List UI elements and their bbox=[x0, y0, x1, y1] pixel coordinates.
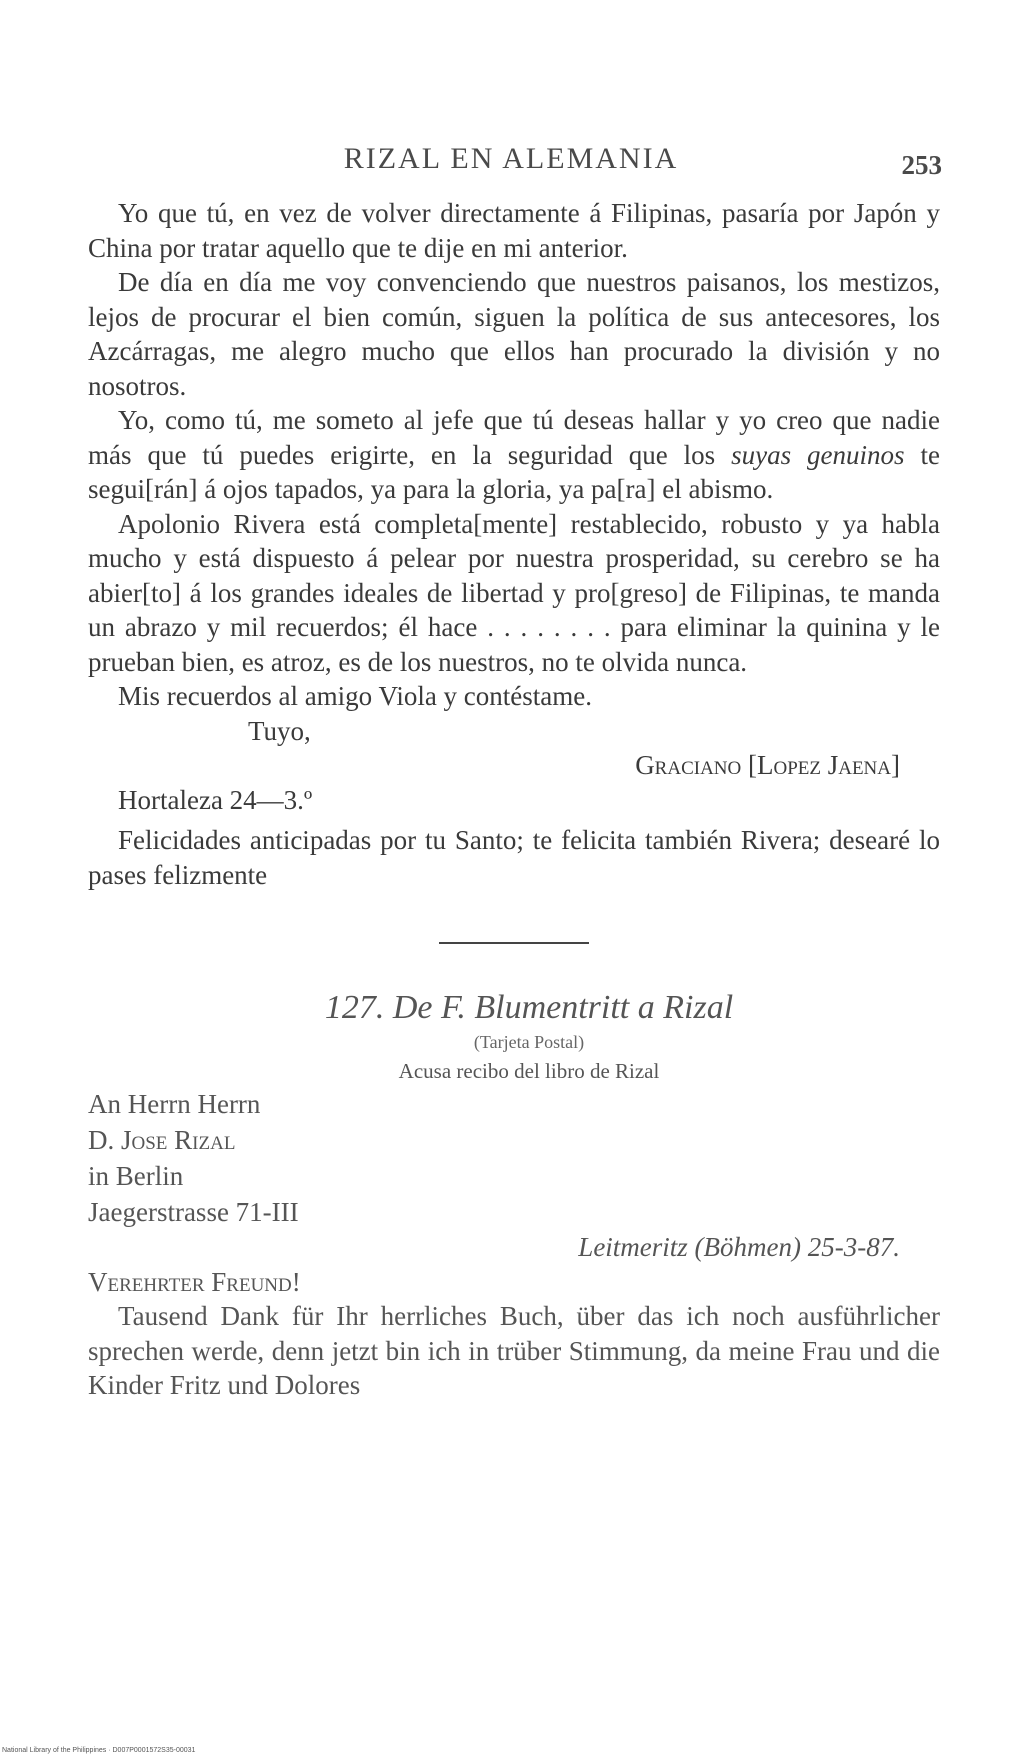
paragraph-5: Mis recuerdos al amigo Viola y contéstame. bbox=[118, 681, 593, 711]
paragraph-2: De día en día me voy convenciendo que nuestros paisanos, los mestizos, lejos de procurar el bien común, siguen la política de sus antecesores, los Azcárragas, me alegro mucho que ellos han procurado la división y no nosotros. bbox=[88, 267, 940, 401]
signature: Graciano [Lopez Jaena] bbox=[635, 750, 900, 780]
paragraph-3-part-1: Yo, como tú, me someto al jefe que tú deseas hallar y yo creo que nadie más que tú puedes erigirte, en la seguridad que los bbox=[88, 405, 940, 470]
recipient-address-line: D. Jose Rizal bbox=[88, 1125, 236, 1155]
letter-type: (Tarjeta Postal) bbox=[473, 1032, 585, 1052]
paragraph-4: Apolonio Rivera está completa[mente] restablecido, robusto y ya habla mucho y está dispuesto á pelear por nuestra prosperidad, su cerebro se ha abier[to] á los grandes ideales de libertad y pro[greso] de Filipinas, te manda un abrazo y mil recuerdos; él hace . . . . . . . . para eliminar la quinina y le prueban bien, es atroz, es de los nuestros, no te olvida nunca. bbox=[88, 508, 940, 677]
closing: Tuyo, bbox=[248, 715, 311, 746]
page-number: 253 bbox=[901, 150, 942, 180]
recipient-address-line: An Herrn Herrn bbox=[88, 1089, 261, 1119]
paragraph-3-part-2: te segui[rán] á ojos tapados, ya para la gloria, ya pa[ra] el abismo. bbox=[88, 439, 940, 504]
recipient-address-line: Jaegerstrasse 71-III bbox=[88, 1197, 299, 1227]
paragraph-3 bbox=[88, 403, 940, 507]
letter-summary: Acusa recibo del libro de Rizal bbox=[398, 1059, 660, 1083]
paragraph-3-italic: suyas genuinos bbox=[731, 439, 905, 470]
recipient-address-line: in Berlin bbox=[88, 1161, 184, 1191]
postscript: Felicidades anticipadas por tu Santo; te felicita también Rivera; desearé lo pases felizmente bbox=[88, 825, 940, 890]
sender-address: Hortaleza 24—3.º bbox=[118, 784, 313, 815]
section-divider bbox=[439, 942, 589, 944]
page-header bbox=[0, 140, 1022, 180]
place-date: Leitmeritz (Böhmen) 25-3-87. bbox=[578, 1232, 900, 1262]
paragraph-1: Yo que tú, en vez de volver directamente á Filipinas, pasaría por Japón y China por tratar aquello que te dije en mi anterior. bbox=[88, 198, 940, 263]
library-footer: National Library of the Philippines · D007P0001572S35-00031 bbox=[2, 1747, 196, 1754]
running-title: RIZAL EN ALEMANIA bbox=[343, 142, 679, 175]
letter-body: Tausend Dank für Ihr herrliches Buch, über das ich noch ausführlicher sprechen werde, denn jetzt bin ich in trüber Stimmung, da meine Frau und die Kinder Fritz und Dolores bbox=[88, 1301, 940, 1400]
salutation: Verehrter Freund! bbox=[88, 1266, 301, 1297]
letter-title: 127. De F. Blumentritt a Rizal bbox=[324, 989, 734, 1026]
page-body bbox=[88, 196, 940, 1403]
